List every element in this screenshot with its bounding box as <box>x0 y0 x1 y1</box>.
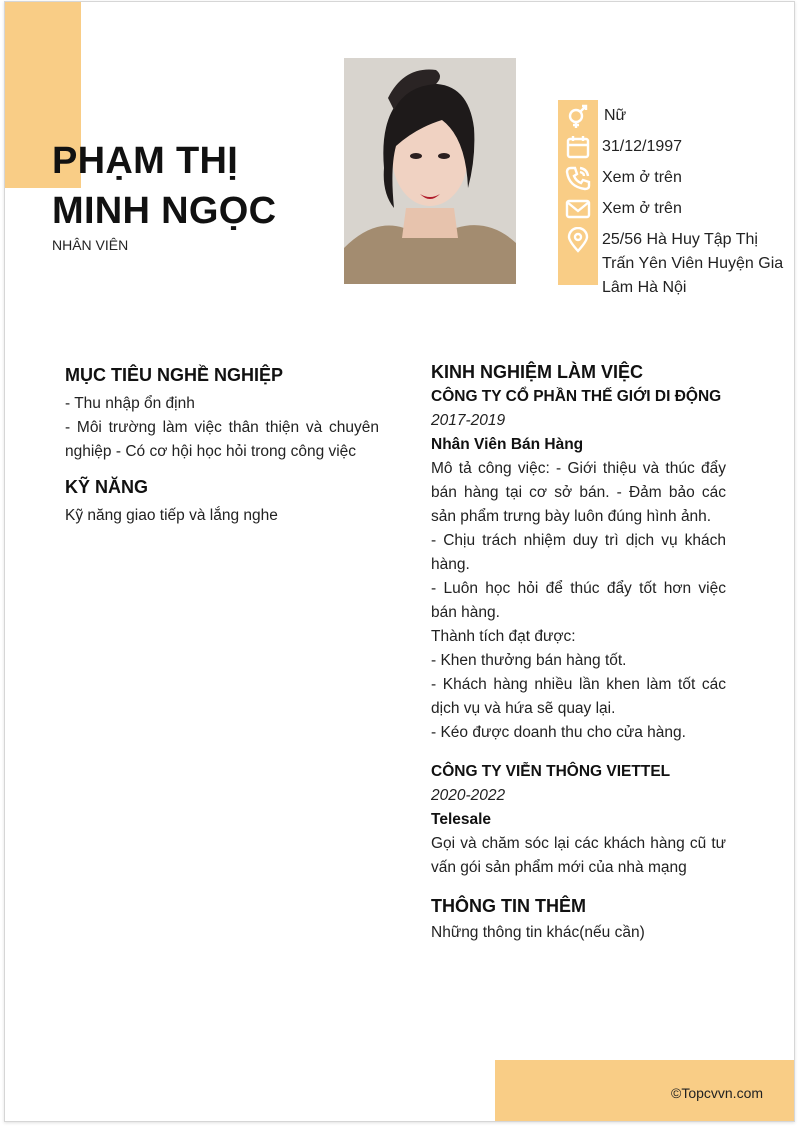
extra-info-heading: THÔNG TIN THÊM <box>431 896 586 916</box>
address-line: Lâm Hà Nội <box>602 279 687 296</box>
objective-line: - Thu nhập ổn định <box>65 395 195 412</box>
job-description-line: - Luôn học hỏi để thúc đẩy tốt hơn việc bán hàng. <box>431 580 726 621</box>
extra-info-text: Những thông tin khác(nếu cần) <box>431 924 645 941</box>
left-column <box>65 362 379 528</box>
job-description-line: Mô tả công việc: - Giới thiệu và thúc đẩy bán hàng tại cơ sở bán. - Đảm bảo các sản phẩm trưng bày luôn đúng hình ảnh. <box>431 460 726 525</box>
contact-birthdate: 31/12/1997 <box>602 138 683 155</box>
phone-icon <box>564 164 592 192</box>
cv-page <box>4 1 795 1122</box>
job-description-line: - Kéo được doanh thu cho cửa hàng. <box>431 724 686 741</box>
objective-heading: MỤC TIÊU NGHỀ NGHIỆP <box>65 365 284 385</box>
gender-icon <box>564 102 592 130</box>
name-line-2: MINH NGỌC <box>52 190 277 232</box>
job-period: 2017-2019 <box>431 412 506 429</box>
contact-gender: Nữ <box>604 107 627 124</box>
calendar-icon <box>564 133 592 161</box>
skills-text: Kỹ năng giao tiếp và lắng nghe <box>65 507 278 524</box>
experience-heading: KINH NGHIỆM LÀM VIỆC <box>431 362 644 382</box>
company-name: CÔNG TY CỔ PHẦN THẾ GIỚI DI ĐỘNG <box>431 388 722 405</box>
profile-photo <box>344 58 516 284</box>
job-description-line: Gọi và chăm sóc lại các khách hàng cũ tư vấn gói sản phẩm mới của nhà mạng <box>431 835 726 876</box>
contact-email: Xem ở trên <box>602 200 682 217</box>
address-line: Trấn Yên Viên Huyện Gia <box>602 255 784 272</box>
job-description-line: - Khen thưởng bán hàng tốt. <box>431 652 627 669</box>
job-role: Nhân Viên Bán Hàng <box>431 436 584 453</box>
company-name: CÔNG TY VIỄN THÔNG VIETTEL <box>431 763 671 780</box>
contact-address <box>602 228 783 300</box>
job-role: Telesale <box>431 811 492 828</box>
email-icon <box>564 195 592 223</box>
job-description-line: Thành tích đạt được: <box>431 628 576 645</box>
job-description-line: - Khách hàng nhiều lần khen làm tốt các dịch vụ và hứa sẽ quay lại. <box>431 676 726 717</box>
job-description-line: - Chịu trách nhiệm duy trì dịch vụ khách hàng. <box>431 532 726 573</box>
candidate-name <box>52 136 352 236</box>
contact-icon-bar <box>558 100 598 285</box>
right-column <box>431 359 726 945</box>
name-line-1: PHẠM THỊ <box>52 140 239 182</box>
position-title: NHÂN VIÊN <box>52 237 129 253</box>
footer-brand: ©Topcvvn.com <box>671 1085 764 1101</box>
address-line: 25/56 Hà Huy Tập Thị <box>602 231 758 248</box>
location-icon <box>564 226 592 254</box>
skills-heading: KỸ NĂNG <box>65 477 149 497</box>
objective-line: - Môi trường làm việc thân thiện và chuyên nghiệp - Có cơ hội học hỏi trong công việc <box>65 419 379 460</box>
contact-phone: Xem ở trên <box>602 169 682 186</box>
job-period: 2020-2022 <box>431 787 506 804</box>
